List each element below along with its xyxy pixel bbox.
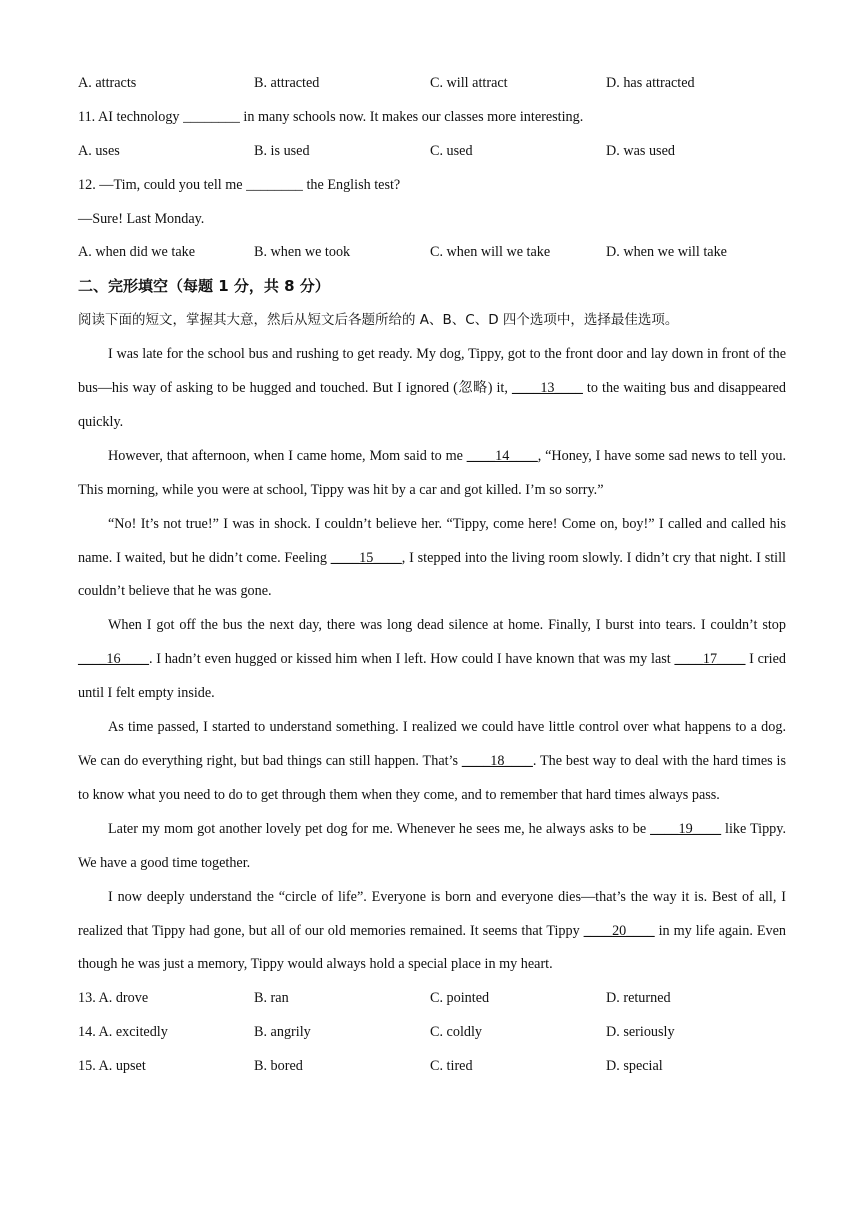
option-a: A. when did we take [78, 244, 196, 261]
option-d: D. returned [606, 990, 671, 1007]
q11-options [78, 135, 786, 169]
q12-options [78, 236, 786, 270]
q12-stem: 12. —Tim, could you tell me ________ the English test? [78, 176, 401, 193]
passage-text: I now deeply understand the “circle of life”. Everyone is born and everyone dies—that’s the way it is. Best of all, I realized that Tippy had gone, but all of our old memories remained. It seems that Tippy [78, 888, 786, 939]
q12-reply: —Sure! Last Monday. [78, 210, 205, 227]
blank-19: ____19____ [650, 820, 722, 837]
option-d: D. when we will take [606, 244, 727, 261]
blank-13: ____13____ [511, 380, 583, 397]
option-b: B. is used [254, 142, 310, 159]
passage-text: to the waiting bus and disappeared quickly. [78, 380, 786, 430]
option-b: B. angrily [254, 1024, 311, 1041]
option-c: C. pointed [430, 990, 490, 1007]
blank-17: ____17____ [674, 651, 746, 668]
passage-text: . I hadn’t even hugged or kissed him when I left. How could I have known that was my last [148, 651, 675, 668]
option-c: C. used [430, 142, 473, 159]
option-d: D. special [606, 1058, 663, 1075]
passage-text: When I got off the bus the next day, there was long dead silence at home. Finally, I burst into tears. I couldn’t stop [108, 617, 786, 634]
blank-18: ____18____ [461, 753, 533, 769]
passage-paragraph-2 [78, 440, 786, 508]
passage-paragraph-6 [78, 813, 786, 881]
passage-text: , “Honey, I have some sad news to tell you. This morning, while you were at school, Tippy was hit by a car and got killed. I’m so sorry.” [78, 447, 786, 498]
passage-text: I cried until I felt empty inside. [78, 651, 786, 702]
exam-page [78, 67, 786, 1084]
option-d: D. was used [606, 142, 675, 159]
option-b: B. bored [254, 1058, 303, 1075]
section-heading: 二、完形填空（每题 1 分，共 8 分） [78, 277, 330, 296]
passage-paragraph-1 [78, 338, 786, 440]
option-c: C. coldly [430, 1024, 483, 1041]
option-a: 14. A. excitedly [78, 1024, 168, 1041]
option-a: A. uses [78, 142, 120, 159]
passage-text: I was late for the school bus and rushing to get ready. My dog, Tippy, got to the front door and lay down in front of the bus—his way of asking to be hugged and touched. But I ignored (忽略) it, [78, 346, 786, 397]
option-c: C. tired [430, 1058, 473, 1075]
q15-options [78, 1050, 786, 1084]
option-a: 15. A. upset [78, 1058, 146, 1075]
option-c: C. will attract [430, 75, 508, 91]
passage-text: like Tippy. We have a good time together. [78, 820, 786, 871]
q10-options [78, 67, 786, 101]
passage-text: Later my mom got another lovely pet dog for me. Whenever he sees me, he always asks to be [108, 820, 651, 837]
passage-text: in my life again. Even though he was just a memory, Tippy would always hold a special place in my heart. [78, 922, 786, 973]
blank-16: ____16____ [78, 651, 149, 668]
passage-paragraph-4 [78, 609, 786, 711]
option-b: B. attracted [254, 75, 320, 91]
passage-paragraph-5 [78, 711, 786, 813]
option-c: C. when will we take [430, 244, 551, 261]
blank-20: ____20____ [583, 922, 655, 939]
passage-text: However, that afternoon, when I came home, Mom said to me [108, 447, 467, 464]
blank-15: ____15____ [330, 549, 402, 566]
option-d: D. has attracted [606, 75, 695, 91]
passage-text: “No! It’s not true!” I was in shock. I couldn’t believe her. “Tippy, come here! Come on, boy!” I called and called his name. I waited, but he didn’t come. Feeling [78, 515, 786, 566]
option-a: 13. A. drove [78, 990, 149, 1007]
q14-options [78, 1016, 786, 1050]
passage-text: As time passed, I started to understand something. I realized we could have little control over what happens to a dog. We can do everything right, but bad things can still happen. That’s [78, 719, 786, 769]
section-instructions: 阅读下面的短文，掌握其大意，然后从短文后各题所给的 A、B、C、D 四个选项中，选择最佳选项。 [78, 312, 679, 329]
option-b: B. when we took [254, 244, 351, 261]
passage-paragraph-7 [78, 881, 786, 983]
passage-text: . The best way to deal with the hard times is to know what you need to do to get through them when they come, and to remember that hard times always pass. [78, 753, 787, 803]
passage-text: , I stepped into the living room slowly. I didn’t cry that night. I still couldn’t believe that he was gone. [78, 549, 786, 600]
passage-paragraph-3 [78, 508, 786, 610]
q13-options [78, 982, 786, 1016]
option-a: A. attracts [78, 75, 137, 91]
blank-14: ____14____ [466, 447, 538, 464]
option-d: D. seriously [606, 1024, 675, 1041]
q11-stem: 11. AI technology ________ in many schools now. It makes our classes more interesting. [78, 108, 584, 125]
option-b: B. ran [254, 990, 289, 1007]
